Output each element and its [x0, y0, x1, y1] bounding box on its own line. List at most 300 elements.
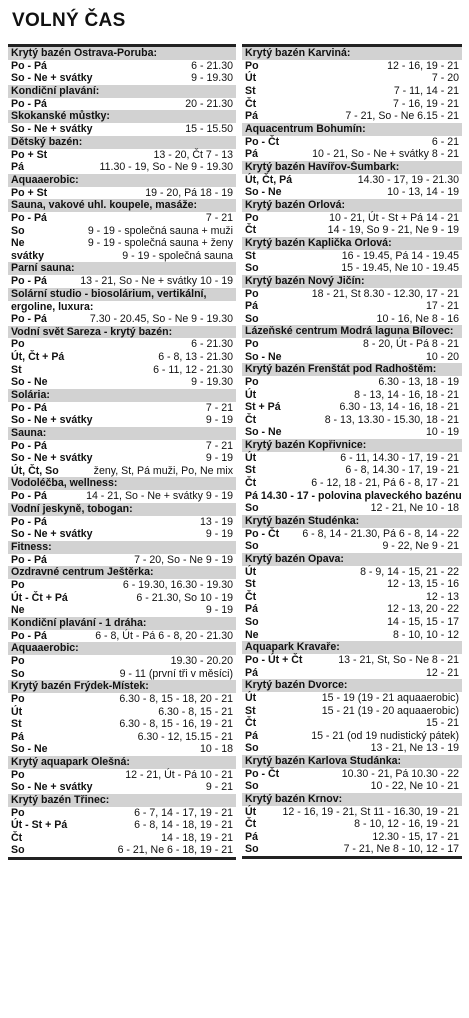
schedule-days: Pá [245, 300, 258, 313]
schedule-hours: 14 - 21, So - Ne + svátky 9 - 19 [86, 490, 233, 503]
schedule-hours: 6 - 8, 14 - 18, 19 - 21 [134, 819, 233, 832]
venue-header: Sauna, vakové uhl. koupele, masáže: [8, 199, 236, 212]
venue-header: Krytý aquapark Olešná: [8, 756, 236, 769]
venue-header: Krytý bazén Ostrava-Poruba: [8, 47, 236, 60]
schedule-hours: 6 - 8, 13 - 21.30 [158, 351, 233, 364]
schedule-days: Po [245, 211, 259, 224]
venue-block [8, 110, 236, 135]
schedule-row [8, 275, 236, 288]
venue-block [242, 553, 462, 641]
schedule-days: Ne [11, 237, 25, 250]
schedule-days: Čt [245, 818, 257, 831]
venue-block [8, 262, 236, 287]
schedule-hours: 17 - 21 [426, 300, 459, 313]
schedule-days: Po [11, 578, 25, 591]
schedule-hours: 14 - 19, So 9 - 21, Ne 9 - 19 [327, 224, 459, 237]
venue-header: Solární studio - biosolárium, vertikální, [8, 288, 236, 301]
venue-header: Krytý bazén Krnov: [242, 793, 462, 806]
venue-block [242, 123, 462, 161]
schedule-row [242, 540, 462, 553]
schedule-days: St [11, 363, 22, 376]
venue-block [242, 363, 462, 439]
schedule-row [8, 60, 236, 73]
schedule-hours: 7 - 11, 14 - 21 [393, 84, 459, 97]
schedule-hours: 13 - 21, So - Ne + svátky 10 - 19 [80, 275, 233, 288]
schedule-row [242, 98, 462, 111]
schedule-days: Čt [245, 413, 257, 426]
schedule-hours: 15 - 21 (od 19 nudistický pátek) [311, 729, 459, 742]
schedule-hours: 7 - 21 [205, 211, 233, 224]
schedule-row [8, 668, 236, 681]
venue-header: Krytý bazén Orlová: [242, 199, 462, 212]
schedule-hours: 6 - 21.30 [191, 338, 233, 351]
schedule-hours: 9 - 19 - společná sauna + muži [87, 224, 233, 237]
schedule-days: Po [245, 59, 259, 72]
schedule-hours: 6 - 19.30, 16.30 - 19.30 [122, 578, 233, 591]
schedule-row [8, 402, 236, 415]
schedule-days: St + Pá [245, 401, 281, 414]
schedule-row [242, 591, 462, 604]
schedule-hours: 12 - 13, 15 - 16 [387, 578, 459, 591]
schedule-row [242, 818, 462, 831]
schedule-days: Čt [245, 590, 257, 603]
schedule-row [8, 225, 236, 238]
venue-block [242, 439, 462, 515]
venue-header: Krytý bazén Frýdek-Místek: [8, 680, 236, 693]
page-title: VOLNÝ ČAS [12, 10, 126, 31]
schedule-row [242, 768, 462, 781]
schedule-row [8, 338, 236, 351]
schedule-days: So - Ne [245, 350, 282, 363]
schedule-hours: 6 - 11, 14.30 - 17, 19 - 21 [340, 451, 459, 464]
schedule-hours: 9 - 19.30 [191, 72, 233, 85]
schedule-row [242, 338, 462, 351]
schedule-hours: 8 - 10, 10 - 12 [393, 628, 459, 641]
schedule-days: Po [245, 287, 259, 300]
venue-header: Aquacentrum Bohumín: [242, 123, 462, 136]
schedule-days: Čt [245, 224, 257, 237]
schedule-row [8, 351, 236, 364]
venue-block [8, 47, 236, 85]
schedule-hours: 12 - 16, 19 - 21 [387, 59, 459, 72]
schedule-row [242, 389, 462, 402]
schedule-row [242, 705, 462, 718]
schedule-days: Út [245, 72, 257, 85]
schedule-days: Pá [11, 161, 24, 174]
schedule-row [242, 313, 462, 326]
venue-block [8, 174, 236, 199]
schedule-days: Po - Čt [245, 767, 280, 780]
venue-header: Kondiční plavání: [8, 85, 236, 98]
schedule-row [8, 718, 236, 731]
schedule-row [242, 300, 462, 313]
schedule-row [242, 806, 462, 819]
schedule-hours: 7 - 16, 19 - 21 [393, 97, 459, 110]
venue-block [242, 161, 462, 199]
schedule-days: ergoline, luxura: [11, 300, 94, 313]
venue-block [8, 680, 236, 756]
schedule-days: So - Ne + svátky [11, 781, 93, 794]
schedule-row [242, 490, 462, 503]
schedule-hours: 9 - 19 - společná sauna [122, 249, 233, 262]
venue-header: Krytý bazén Kopřivnice: [242, 439, 462, 452]
schedule-days: Po - Pá [11, 275, 47, 288]
schedule-row [8, 807, 236, 820]
schedule-row [242, 502, 462, 515]
schedule-row [8, 452, 236, 465]
schedule-days: Út - St + Pá [11, 819, 68, 832]
venue-header: Kondiční plavání - 1 dráha: [8, 617, 236, 630]
venue-block [242, 793, 462, 856]
venue-header: Krytý bazén Havířov-Šumbark: [242, 161, 462, 174]
schedule-row [8, 604, 236, 617]
venue-header: Parní sauna: [8, 262, 236, 275]
schedule-hours: 8 - 20, Út - Pá 8 - 21 [363, 338, 459, 351]
schedule-days: Po - Pá [11, 211, 47, 224]
schedule-row [242, 288, 462, 301]
schedule-hours: 15 - 15.50 [185, 123, 233, 136]
venue-block [242, 275, 462, 326]
schedule-row [242, 174, 462, 187]
schedule-row [242, 72, 462, 85]
schedule-hours: 8 - 13, 14 - 16, 18 - 21 [354, 388, 459, 401]
schedule-hours: 15 - 19 (19 - 21 aquaaerobic) [321, 691, 459, 704]
schedule-days: Po + St [11, 148, 48, 161]
schedule-row [242, 629, 462, 642]
schedule-row [8, 743, 236, 756]
schedule-days: Čt [245, 717, 257, 730]
schedule-row [8, 301, 236, 314]
schedule-days: Út [245, 805, 257, 818]
schedule-row [8, 414, 236, 427]
schedule-hours: 10 - 19 [426, 426, 459, 439]
schedule-hours: 6 - 8, 14 - 21.30, Pá 6 - 8, 14 - 22 [302, 527, 459, 540]
schedule-days: Po - Pá [11, 490, 47, 503]
schedule-row [8, 693, 236, 706]
schedule-hours: 9 - 19 - společná sauna + ženy [87, 237, 233, 250]
schedule-days: Út, Čt + Pá [11, 351, 65, 364]
schedule-days: St [245, 578, 256, 591]
schedule-days: Po - Pá [11, 629, 47, 642]
schedule-days: Po + St [11, 186, 48, 199]
schedule-row [8, 592, 236, 605]
schedule-days: St [11, 718, 22, 731]
schedule-row [242, 654, 462, 667]
schedule-days: Ne [11, 604, 25, 617]
schedule-row [8, 706, 236, 719]
schedule-hours: 9 - 11 (první tři v měsíci) [119, 667, 233, 680]
schedule-days: Út [245, 565, 257, 578]
schedule-days: So [245, 615, 259, 628]
schedule-days: So [11, 667, 25, 680]
schedule-row [8, 313, 236, 326]
schedule-days: So - Ne [11, 376, 48, 389]
schedule-row [8, 554, 236, 567]
venue-block [8, 566, 236, 617]
schedule-days: So [245, 742, 259, 755]
schedule-hours: 12 - 13, 20 - 22 [387, 603, 459, 616]
schedule-row [8, 819, 236, 832]
schedule-hours: 10 - 21, So - Ne + svátky 8 - 21 [312, 148, 459, 161]
venue-block [8, 85, 236, 110]
schedule-days: Út, Čt, So [11, 464, 59, 477]
schedule-days: Po [245, 376, 259, 389]
schedule-hours: 13 - 21, Ne 13 - 19 [370, 742, 459, 755]
schedule-hours [93, 301, 233, 314]
schedule-days: Pá [245, 603, 258, 616]
schedule-days: So [245, 312, 259, 325]
schedule-row [8, 769, 236, 782]
schedule-row [8, 123, 236, 136]
schedule-days: Pá [245, 729, 258, 742]
schedule-row [8, 440, 236, 453]
schedule-days: Pá [245, 666, 258, 679]
venue-header: Krytý bazén Opava: [242, 553, 462, 566]
schedule-hours: 8 - 9, 14 - 15, 21 - 22 [360, 565, 459, 578]
schedule-hours: 10 - 22, Ne 10 - 21 [370, 780, 459, 793]
schedule-row [8, 212, 236, 225]
schedule-hours: 7 - 20 [431, 72, 459, 85]
schedule-row [8, 364, 236, 377]
venue-block [242, 237, 462, 275]
schedule-row [242, 528, 462, 541]
schedule-row [8, 490, 236, 503]
schedule-hours: 13 - 19 [200, 515, 233, 528]
venue-block [8, 136, 236, 174]
venue-header: Aquaaerobic: [8, 642, 236, 655]
venue-header: Vodoléčba, wellness: [8, 477, 236, 490]
schedule-days: Út [245, 451, 257, 464]
schedule-row [242, 667, 462, 680]
schedule-row [8, 149, 236, 162]
schedule-days: So - Ne [245, 426, 282, 439]
venue-header: Skokanské můstky: [8, 110, 236, 123]
schedule-hours: 7.30 - 20.45, So - Ne 9 - 19.30 [89, 313, 233, 326]
schedule-row [8, 465, 236, 478]
schedule-days: So [245, 502, 259, 515]
schedule-hours: 10 - 20 [426, 350, 459, 363]
schedule-row [242, 401, 462, 414]
schedule-days: Pá [245, 148, 258, 161]
schedule-days: So - Ne [245, 186, 282, 199]
schedule-hours: 6.30 - 8, 15 - 16, 19 - 21 [119, 718, 233, 731]
schedule-row [242, 831, 462, 844]
schedule-days: So - Ne + svátky [11, 528, 93, 541]
schedule-days: So - Ne + svátky [11, 72, 93, 85]
schedule-hours: 15 - 21 [426, 717, 459, 730]
schedule-hours: 15 - 19.45, Ne 10 - 19.45 [341, 262, 459, 275]
schedule-row [242, 603, 462, 616]
schedule-days: So [245, 262, 259, 275]
schedule-hours: 15 - 21 (19 - 20 aquaaerobic) [321, 704, 459, 717]
venue-block [8, 477, 236, 502]
venue-block [8, 389, 236, 427]
schedule-hours: 19.30 - 20.20 [170, 654, 233, 667]
schedule-hours: 18 - 21, St 8.30 - 12.30, 17 - 21 [311, 287, 459, 300]
schedule-days: So [245, 540, 259, 553]
schedule-row [242, 110, 462, 123]
schedule-row [242, 250, 462, 263]
schedule-hours: 6.30 - 13, 14 - 16, 18 - 21 [339, 401, 459, 414]
venue-header: Ozdravné centrum Ještěrka: [8, 566, 236, 579]
schedule-row [242, 426, 462, 439]
schedule-row [242, 692, 462, 705]
schedule-days: Po - Pá [11, 515, 47, 528]
schedule-row [242, 717, 462, 730]
venue-block [242, 641, 462, 679]
schedule-days: Po - Pá [11, 553, 47, 566]
schedule-row [8, 630, 236, 643]
venue-header: Dětský bazén: [8, 136, 236, 149]
schedule-days: Pá [245, 110, 258, 123]
venue-block [8, 503, 236, 541]
venue-block [8, 541, 236, 566]
schedule-days: Út, Čt, Pá [245, 173, 293, 186]
schedule-days: So - Ne + svátky [11, 452, 93, 465]
schedule-hours: 12 - 21 [426, 666, 459, 679]
schedule-days: Čt [11, 831, 23, 844]
left-column [8, 44, 236, 860]
schedule-days: So - Ne [11, 743, 48, 756]
schedule-row [242, 464, 462, 477]
schedule-hours: 9 - 21 [205, 781, 233, 794]
venue-header: Sauna: [8, 427, 236, 440]
schedule-hours: 8 - 10, 12 - 16, 19 - 21 [354, 818, 459, 831]
schedule-row [8, 832, 236, 845]
schedule-days: Po [11, 338, 25, 351]
schedule-days: Po [11, 806, 25, 819]
schedule-days: Po - Čt [245, 527, 280, 540]
schedule-row [8, 731, 236, 744]
schedule-hours: 6.30 - 8, 15 - 21 [158, 705, 233, 718]
venue-block [8, 756, 236, 794]
venue-block [8, 199, 236, 262]
schedule-days: Po [11, 654, 25, 667]
schedule-hours: 8 - 13, 13.30 - 15.30, 18 - 21 [324, 413, 459, 426]
venue-block [242, 47, 462, 123]
schedule-row [242, 376, 462, 389]
schedule-row [242, 780, 462, 793]
schedule-days: Po - Čt [245, 135, 280, 148]
schedule-days: Po - Pá [11, 313, 47, 326]
venue-block [242, 679, 462, 755]
schedule-row [242, 452, 462, 465]
schedule-row [242, 186, 462, 199]
schedule-hours: 10 - 13, 14 - 19 [387, 186, 459, 199]
venue-header: Krytý bazén Studénka: [242, 515, 462, 528]
venue-block [8, 617, 236, 642]
schedule-days: So [11, 844, 25, 857]
right-column [242, 44, 462, 859]
schedule-hours: 7 - 21 [205, 439, 233, 452]
schedule-row [242, 262, 462, 275]
schedule-row [242, 616, 462, 629]
schedule-days: Út [245, 691, 257, 704]
venue-block [242, 199, 462, 237]
schedule-days: Po - Pá [11, 97, 47, 110]
venue-header: Krytý bazén Třinec: [8, 794, 236, 807]
schedule-row [8, 98, 236, 111]
schedule-hours: 6 - 11, 12 - 21.30 [153, 363, 233, 376]
schedule-hours: 6 - 21, Ne 6 - 18, 19 - 21 [117, 844, 233, 857]
schedule-row [242, 477, 462, 490]
venue-block [8, 326, 236, 389]
schedule-days: St [245, 249, 256, 262]
schedule-row [242, 566, 462, 579]
venue-header: Krytý bazén Karviná: [242, 47, 462, 60]
schedule-row [242, 730, 462, 743]
schedule-row [8, 250, 236, 263]
schedule-row [242, 224, 462, 237]
schedule-row [242, 414, 462, 427]
schedule-days: Út [245, 388, 257, 401]
venue-block [242, 515, 462, 553]
venue-block [8, 794, 236, 857]
venue-block [242, 755, 462, 793]
schedule-hours: 7 - 21, Ne 8 - 10, 12 - 17 [343, 843, 459, 856]
schedule-hours: 7 - 21 [205, 401, 233, 414]
schedule-row [8, 376, 236, 389]
schedule-days: Po [11, 768, 25, 781]
schedule-row [242, 60, 462, 73]
schedule-days: Ne [245, 628, 259, 641]
venue-header: Krytý bazén Nový Jičín: [242, 275, 462, 288]
schedule-hours: 6 - 7, 14 - 17, 19 - 21 [134, 806, 233, 819]
schedule-days: Pá [11, 730, 24, 743]
schedule-hours: 12 - 16, 19 - 21, St 11 - 16.30, 19 - 21 [282, 805, 459, 818]
schedule-row [242, 351, 462, 364]
schedule-days: St [245, 84, 256, 97]
schedule-days: Čt [245, 477, 257, 490]
schedule-hours: 6 - 21.30, So 10 - 19 [136, 591, 233, 604]
venue-header: Fitness: [8, 541, 236, 554]
schedule-days: So - Ne + svátky [11, 414, 93, 427]
schedule-hours: 14.30 - 17, 19 - 21.30 [357, 173, 459, 186]
schedule-days: So - Ne + svátky [11, 123, 93, 136]
schedule-days: Pá 14.30 - 17 - polovina plaveckého bazénu [245, 489, 462, 502]
schedule-row [8, 187, 236, 200]
schedule-hours: 9 - 22, Ne 9 - 21 [382, 540, 459, 553]
schedule-hours: 13 - 21, St, So - Ne 8 - 21 [338, 653, 459, 666]
schedule-days: Út [11, 705, 23, 718]
schedule-hours: 7 - 20, So - Ne 9 - 19 [134, 553, 233, 566]
venue-header: Vodní jeskyně, tobogan: [8, 503, 236, 516]
schedule-days: svátky [11, 249, 44, 262]
schedule-days: St [245, 704, 256, 717]
schedule-days: Po - Pá [11, 439, 47, 452]
schedule-hours: 14 - 18, 19 - 21 [161, 831, 233, 844]
schedule-days: Po - Út + Čt [245, 653, 303, 666]
schedule-hours: 6 - 21 [431, 135, 459, 148]
schedule-days: Út - Čt + Pá [11, 591, 68, 604]
schedule-days: Čt [245, 97, 257, 110]
schedule-hours: 12.30 - 15, 17 - 21 [372, 830, 459, 843]
venue-block [242, 325, 462, 363]
schedule-hours: 10 - 21, Út - St + Pá 14 - 21 [329, 211, 459, 224]
venue-header: Lázeňské centrum Modrá laguna Bílovec: [242, 325, 462, 338]
schedule-row [242, 148, 462, 161]
schedule-row [8, 516, 236, 529]
schedule-row [8, 237, 236, 250]
schedule-days: So [245, 780, 259, 793]
schedule-hours: 6.30 - 12, 15.15 - 21 [137, 730, 233, 743]
schedule-hours: 6.30 - 13, 18 - 19 [378, 376, 459, 389]
venue-header: Krytý bazén Karlova Studánka: [242, 755, 462, 768]
schedule-hours: 9 - 19.30 [191, 376, 233, 389]
venue-header: Krytý bazén Dvorce: [242, 679, 462, 692]
venue-block [8, 642, 236, 680]
schedule-hours: 12 - 13 [426, 590, 459, 603]
